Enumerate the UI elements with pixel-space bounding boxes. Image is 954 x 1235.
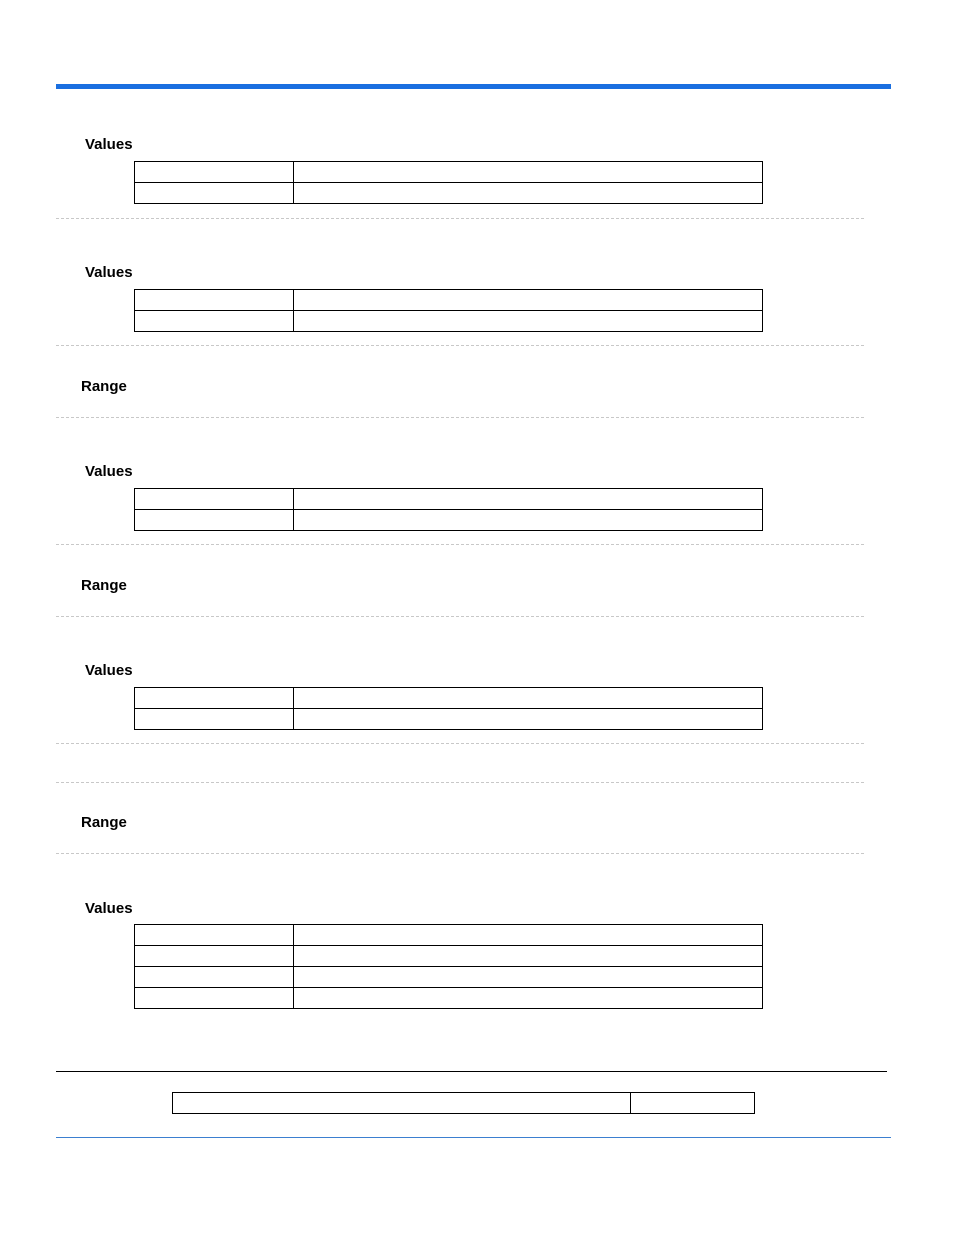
- section-separator: [56, 782, 864, 783]
- table-row: [135, 988, 763, 1009]
- table-row: [135, 311, 763, 332]
- values-heading: Values: [85, 662, 133, 679]
- table-cell: [294, 988, 763, 1009]
- table-row: [173, 1093, 755, 1114]
- table-cell: [135, 162, 294, 183]
- table-cell: [135, 925, 294, 946]
- table-cell: [294, 489, 763, 510]
- table-cell: [294, 311, 763, 332]
- values-heading: Values: [85, 264, 133, 281]
- table-cell: [631, 1093, 755, 1114]
- table-cell: [294, 709, 763, 730]
- table-cell: [135, 688, 294, 709]
- table-cell: [173, 1093, 631, 1114]
- section-separator: [56, 417, 864, 418]
- values-heading: Values: [85, 463, 133, 480]
- section-separator: [56, 616, 864, 617]
- table-cell: [135, 183, 294, 204]
- section-separator: [56, 743, 864, 744]
- table-cell: [135, 709, 294, 730]
- table-cell: [294, 967, 763, 988]
- values-table: [134, 687, 763, 730]
- header-rule: [56, 84, 891, 89]
- values-table: [134, 289, 763, 332]
- table-cell: [294, 688, 763, 709]
- table-cell: [135, 311, 294, 332]
- table-row: [135, 925, 763, 946]
- table-cell: [135, 489, 294, 510]
- section-separator: [56, 218, 864, 219]
- table-cell: [135, 988, 294, 1009]
- table-row: [135, 709, 763, 730]
- range-heading: Range: [81, 577, 127, 594]
- range-heading: Range: [81, 814, 127, 831]
- table-cell: [294, 510, 763, 531]
- section-separator: [56, 345, 864, 346]
- table-cell: [294, 925, 763, 946]
- values-table: [134, 161, 763, 204]
- values-heading: Values: [85, 900, 133, 917]
- table-row: [135, 510, 763, 531]
- table-row: [135, 688, 763, 709]
- table-row: [135, 183, 763, 204]
- table-cell: [294, 183, 763, 204]
- section-separator: [56, 544, 864, 545]
- table-row: [135, 946, 763, 967]
- table-cell: [135, 290, 294, 311]
- table-row: [135, 162, 763, 183]
- section-separator: [56, 853, 864, 854]
- values-table: [134, 924, 763, 1009]
- footer-table: [172, 1092, 755, 1114]
- table-cell: [294, 162, 763, 183]
- table-row: [135, 290, 763, 311]
- values-table: [134, 488, 763, 531]
- table-cell: [135, 946, 294, 967]
- values-heading: Values: [85, 136, 133, 153]
- range-heading: Range: [81, 378, 127, 395]
- table-cell: [294, 290, 763, 311]
- footer-rule: [56, 1137, 891, 1138]
- table-cell: [135, 967, 294, 988]
- table-cell: [135, 510, 294, 531]
- table-row: [135, 489, 763, 510]
- table-cell: [294, 946, 763, 967]
- footer-divider: [56, 1071, 887, 1072]
- table-row: [135, 967, 763, 988]
